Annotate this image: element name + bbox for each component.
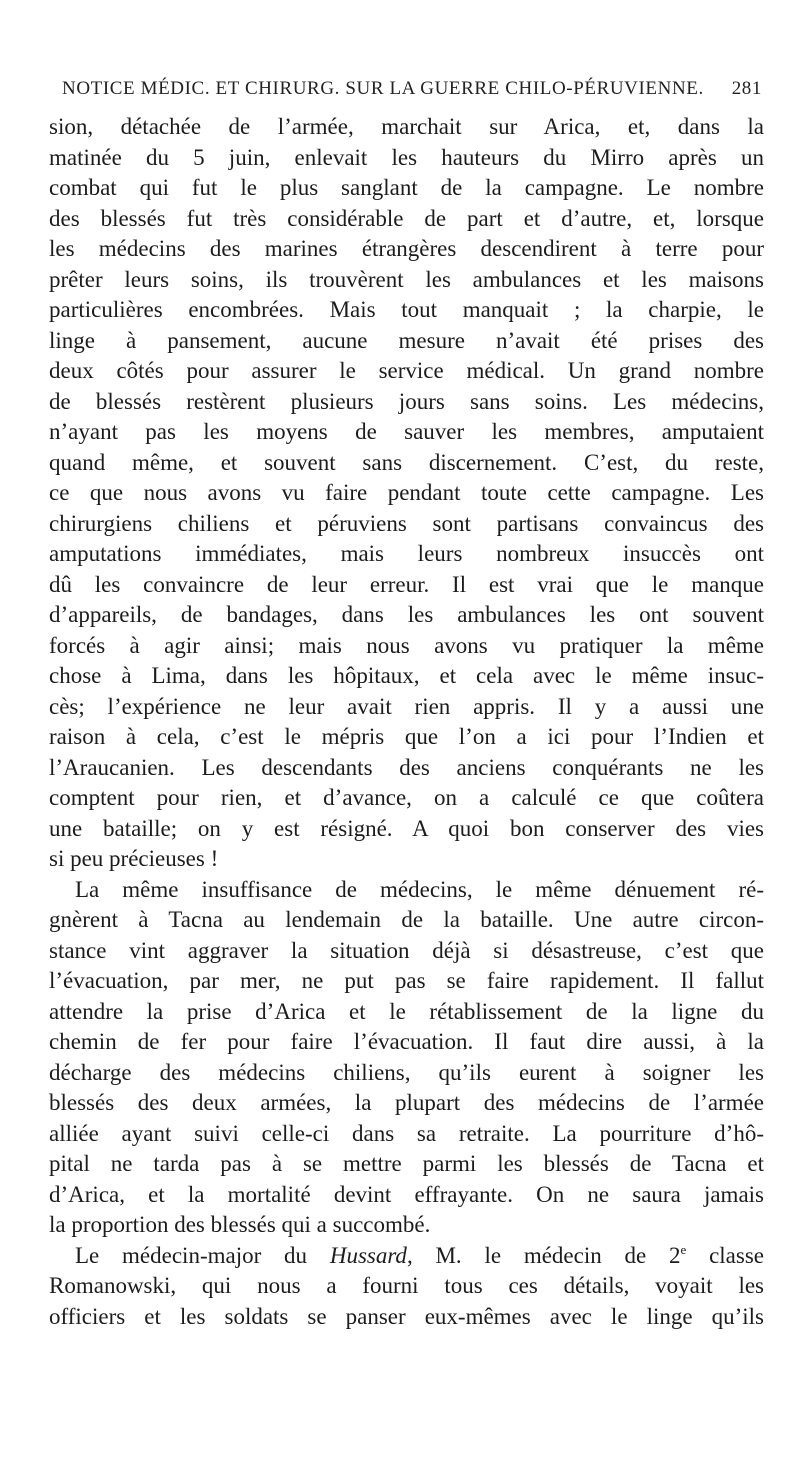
- line-text-after: classe: [686, 1242, 764, 1268]
- text-line: les médecins des marines étrangères descendirent à terre pour: [49, 236, 764, 261]
- ship-name: Hussard: [329, 1242, 407, 1268]
- text-line: particulières encombrées. Mais tout manquait ; la charpie, le: [49, 297, 764, 322]
- paragraph-end-line: la proportion des blessés qui a succombé.: [49, 1212, 431, 1237]
- running-head: [62, 78, 762, 108]
- paragraph-start-line: La même insuffisance de médecins, le même dénuement ré-: [75, 876, 764, 902]
- body-text: [49, 112, 764, 1332]
- text-line: raison à cela, c’est le mépris que l’on a ici pour l’Indien et: [49, 724, 764, 749]
- line-text-before: Le médecin-major du: [75, 1242, 330, 1268]
- text-line: décharge des médecins chiliens, qu’ils eurent à soigner les: [49, 1059, 764, 1085]
- text-line: dû les convaincre de leur erreur. Il est vrai que le manque: [49, 571, 764, 597]
- text-line: comptent pour rien, et d’avance, on a calculé ce que coûtera: [49, 785, 764, 810]
- text-line: chose à Lima, dans les hôpitaux, et cela avec le même insuc-: [49, 663, 764, 688]
- text-line: chirurgiens chiliens et péruviens sont partisans convaincus des: [49, 510, 764, 536]
- text-line: linge à pansement, aucune mesure n’avait été prises des: [49, 327, 764, 353]
- text-line: pital ne tarda pas à se mettre parmi les blessés de Tacna et: [49, 1151, 764, 1176]
- text-line: officiers et les soldats se panser eux-mêmes avec le linge qu’ils: [49, 1303, 764, 1329]
- text-line: attendre la prise d’Arica et le rétablissement de la ligne du: [49, 998, 764, 1024]
- ordinal-superscript: e: [680, 1241, 687, 1257]
- text-line: blessés des deux armées, la plupart des médecins de l’armée: [49, 1090, 764, 1115]
- text-line: amputations immédiates, mais leurs nombreux insuccès ont: [49, 541, 764, 566]
- text-line: n’ayant pas les moyens de sauver les membres, amputaient: [49, 419, 764, 444]
- text-line: d’Arica, et la mortalité devint effrayante. On ne saura jamais: [49, 1181, 764, 1207]
- text-line: ce que nous avons vu faire pendant toute cette campagne. Les: [49, 480, 764, 505]
- text-line: quand même, et souvent sans discernement. C’est, du reste,: [49, 449, 764, 475]
- text-line: prêter leurs soins, ils trouvèrent les ambulances et les maisons: [49, 266, 764, 292]
- page-number: 281: [731, 78, 762, 99]
- text-line: des blessés fut très considérable de part et d’autre, et, lorsque: [49, 205, 764, 231]
- text-line: combat qui fut le plus sanglant de la campagne. Le nombre: [49, 175, 764, 200]
- text-line: stance vint aggraver la situation déjà si désastreuse, c’est que: [49, 937, 764, 963]
- text-line: deux côtés pour assurer le service médical. Un grand nombre: [49, 358, 764, 383]
- text-line: sion, détachée de l’armée, marchait sur Arica, et, dans la: [49, 114, 764, 139]
- running-head-title: NOTICE MÉDIC. ET CHIRURG. SUR LA GUERRE CHILO-PÉRUVIENNE.: [62, 78, 704, 99]
- text-line: matinée du 5 juin, enlevait les hauteurs du Mirro après un: [49, 144, 764, 170]
- paragraph-start-line: [49, 1241, 764, 1272]
- text-line: forcés à agir ainsi; mais nous avons vu pratiquer la même: [49, 632, 764, 658]
- line-text-middle: , M. le médecin de 2: [406, 1242, 681, 1268]
- text-line: l’Araucanien. Les descendants des anciens conquérants ne les: [49, 754, 764, 780]
- text-line: d’appareils, de bandages, dans les ambulances les ont souvent: [49, 602, 764, 627]
- text-line: Romanowski, qui nous a fourni tous ces détails, voyait les: [49, 1273, 764, 1298]
- text-line: alliée ayant suivi celle-ci dans sa retraite. La pourriture d’hô-: [49, 1120, 764, 1146]
- text-line: cès; l’expérience ne leur avait rien appris. Il y a aussi une: [49, 693, 764, 719]
- text-line: gnèrent à Tacna au lendemain de la bataille. Une autre circon-: [49, 907, 764, 932]
- text-line: une bataille; on y est résigné. A quoi bon conserver des vies: [49, 815, 764, 841]
- text-line: chemin de fer pour faire l’évacuation. Il faut dire aussi, à la: [49, 1029, 764, 1054]
- paragraph-end-line: si peu précieuses !: [49, 846, 219, 871]
- text-line: l’évacuation, par mer, ne put pas se faire rapidement. Il fallut: [49, 968, 764, 993]
- text-line: de blessés restèrent plusieurs jours sans soins. Les médecins,: [49, 388, 764, 414]
